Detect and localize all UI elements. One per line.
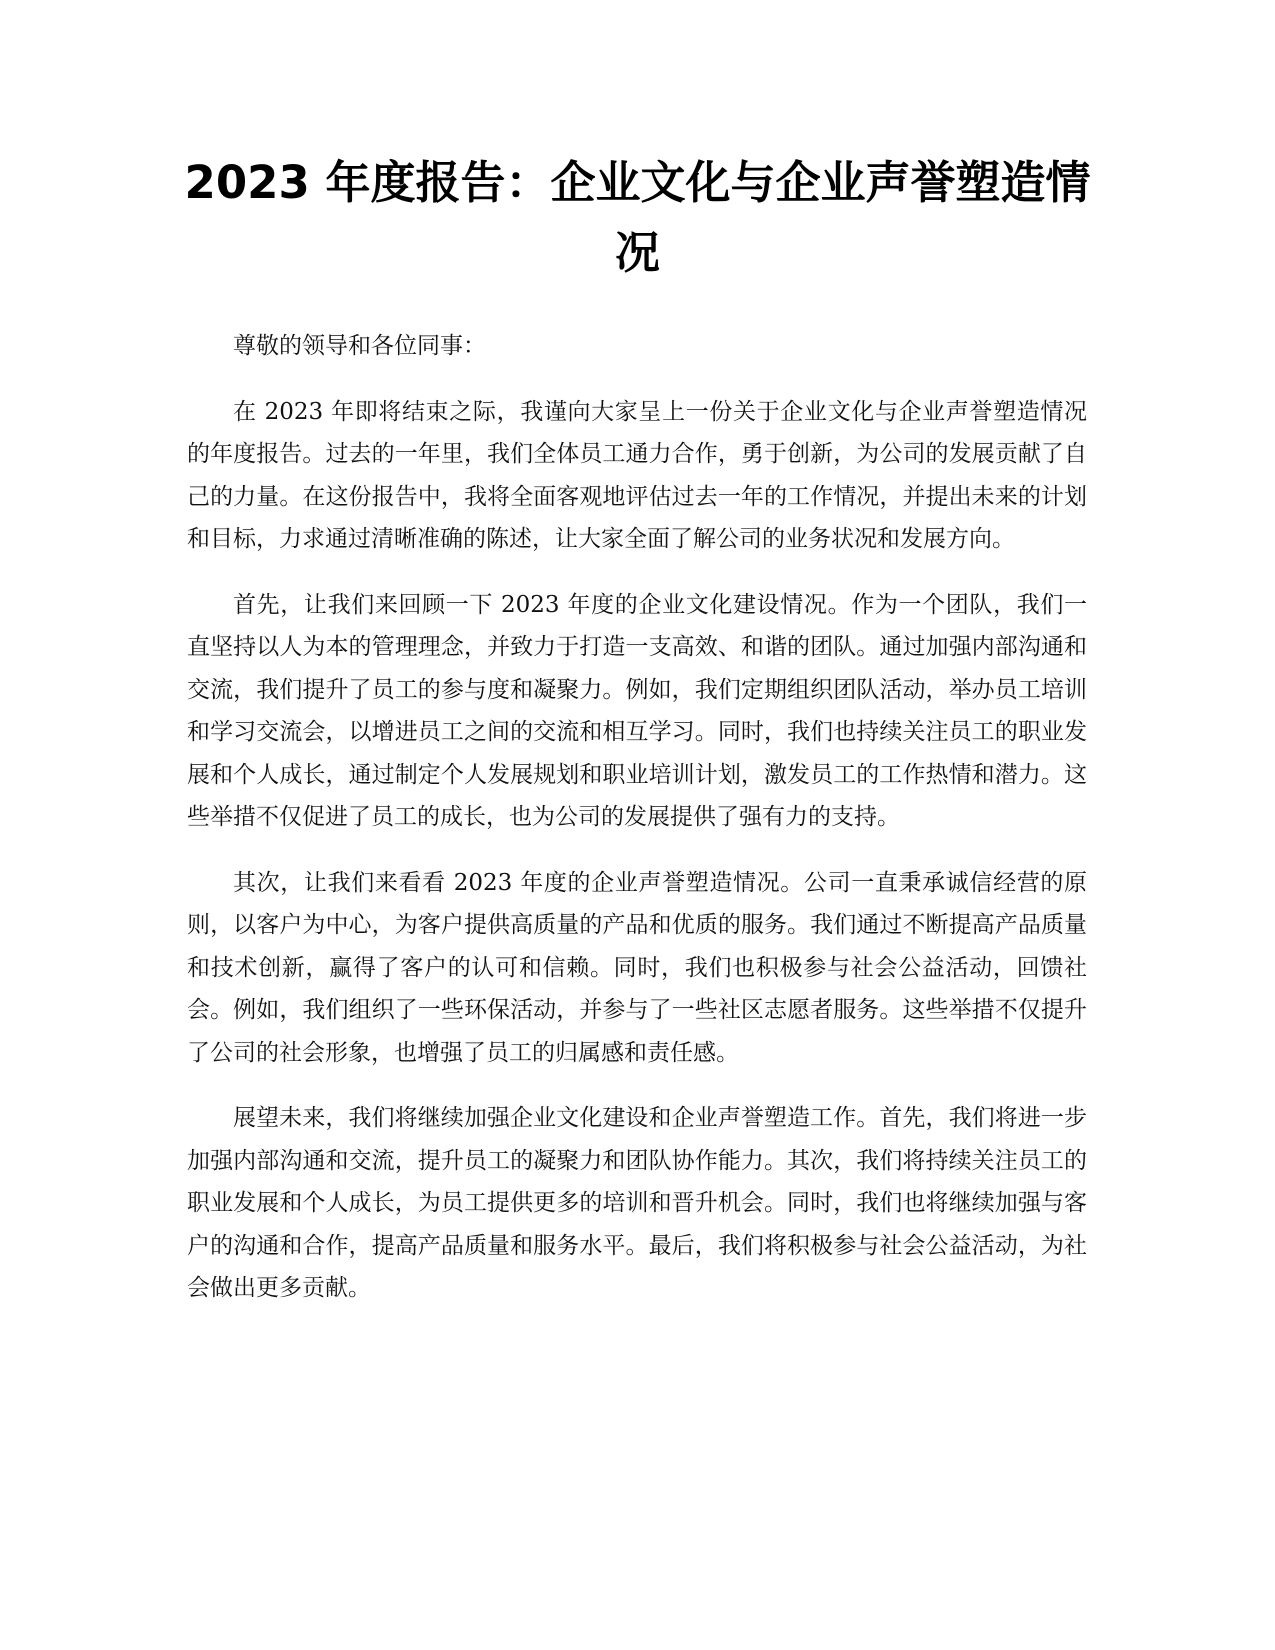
paragraph-reputation: 其次，让我们来看看 2023 年度的企业声誉塑造情况。公司一直秉承诚信经营的原则，以客户为中心，为客户提供高质量的产品和优质的服务。我们通过不断提高产品质量和技术创新，赢得了客户的认可和信赖。同时，我们也积极参与社会公益活动，回馈社会。例如，我们组织了一些环保活动，并参与了一些社区志愿者服务。这些举措不仅提升了公司的社会形象，也增强了员工的归属感和责任感。 [187,869,1087,1066]
document-title: 2023 年度报告：企业文化与企业声誉塑造情况 [184,156,1091,279]
document-body [187,325,1087,1333]
paragraph-culture: 首先，让我们来回顾一下 2023 年度的企业文化建设情况。作为一个团队，我们一直坚持以人为本的管理理念，并致力于打造一支高效、和谐的团队。通过加强内部沟通和交流，我们提升了员工的参与度和凝聚力。例如，我们定期组织团队活动，举办员工培训和学习交流会，以增进员工之间的交流和相互学习。同时，我们也持续关注员工的职业发展和个人成长，通过制定个人发展规划和职业培训计划，激发员工的工作热情和潜力。这些举措不仅促进了员工的成长，也为公司的发展提供了强有力的支持。 [187,591,1087,830]
salutation: 尊敬的领导和各位同事： [233,333,486,359]
paragraph-intro: 在 2023 年即将结束之际，我谨向大家呈上一份关于企业文化与企业声誉塑造情况的年度报告。过去的一年里，我们全体员工通力合作，勇于创新，为公司的发展贡献了自己的力量。在这份报告中，我将全面客观地评估过去一年的工作情况，并提出未来的计划和目标，力求通过清晰准确的陈述，让大家全面了解公司的业务状况和发展方向。 [187,398,1087,552]
paragraph-outlook: 展望未来，我们将继续加强企业文化建设和企业声誉塑造工作。首先，我们将进一步加强内部沟通和交流，提升员工的凝聚力和团队协作能力。其次，我们将持续关注员工的职业发展和个人成长，为员工提供更多的培训和晋升机会。同时，我们也将继续加强与客户的沟通和合作，提高产品质量和服务水平。最后，我们将积极参与社会公益活动，为社会做出更多贡献。 [187,1105,1087,1301]
